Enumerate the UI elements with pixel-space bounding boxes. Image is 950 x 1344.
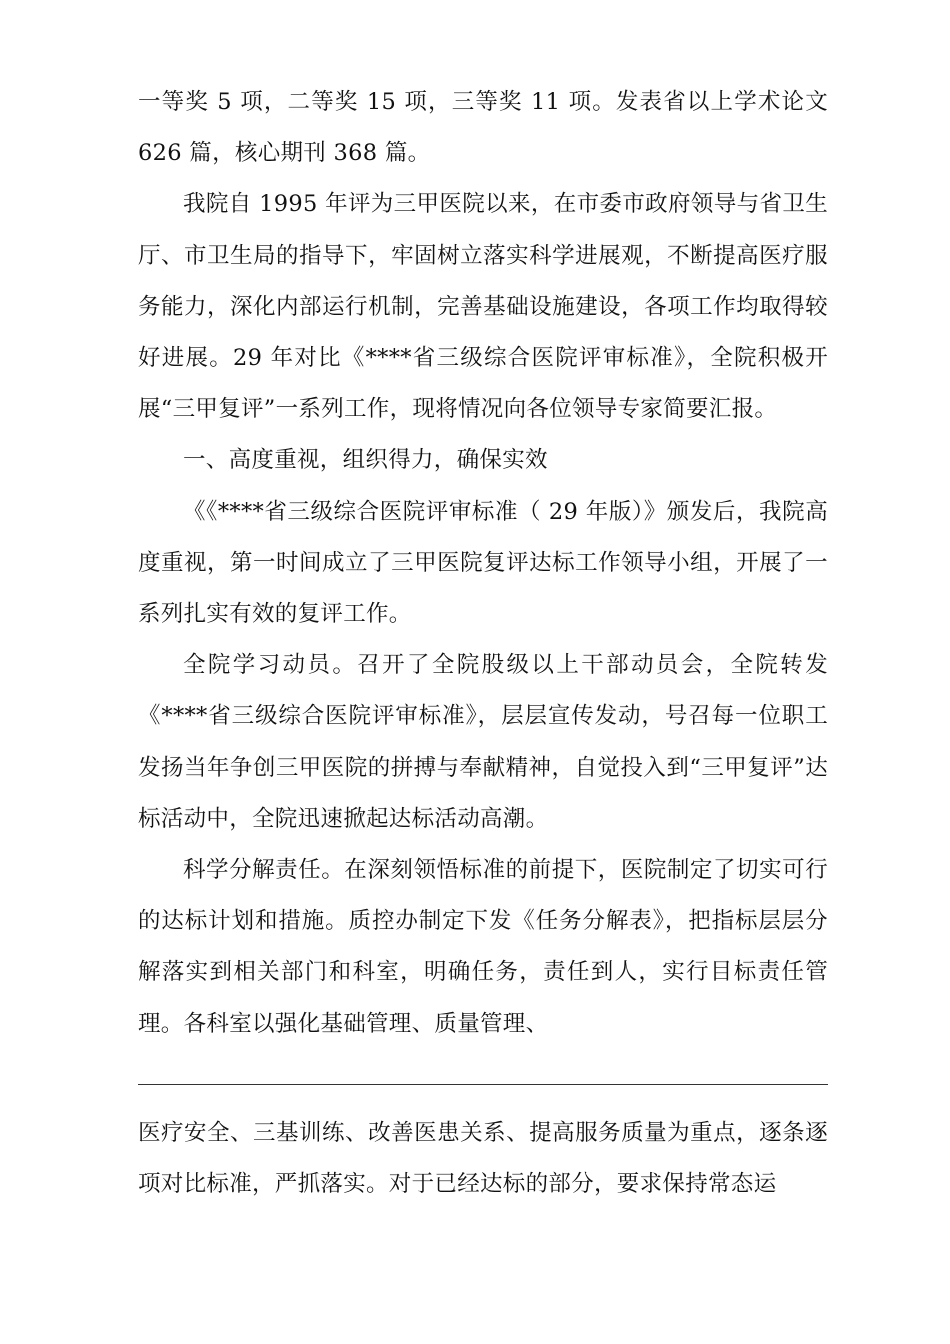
document-body [138, 77, 828, 1050]
paragraph-responsibility: 科学分解责任。在深刻领悟标准的前提下，医院制定了切实可行的达标计划和措施。质控办制定下发《任务分解表》，把指标层层分解落实到相关部门和科室，明确任务，责任到人，实行目标责任管理。各科室以强化基础管理、质量管理、 [138, 857, 828, 1037]
section-heading: 一、高度重视，组织得力，确保实效 [183, 447, 548, 474]
paragraph-standard-issued: 《《****省三级综合医院评审标准（ 29 年版）》颁发后，我院高度重视，第一时间成立了三甲医院复评达标工作领导小组，开展了一系列扎实有效的复评工作。 [138, 498, 828, 628]
document-continuation [138, 1108, 828, 1210]
paragraph-continuation: 医疗安全、三基训练、改善医患关系、提高服务质量为重点，逐条逐项对比标准，严抓落实。对于已经达标的部分，要求保持常态运 [138, 1120, 828, 1198]
paragraph-mobilization: 全院学习动员。召开了全院股级以上干部动员会，全院转发《****省三级综合医院评审标准》，层层宣传发动，号召每一位职工发扬当年争创三甲医院的拼搏与奉献精神，自觉投入到“三甲复评”达标活动中，全院迅速掀起达标活动高潮。 [138, 652, 828, 832]
paragraph-hospital-history: 我院自 1995 年评为三甲医院以来，在市委市政府领导与省卫生厅、市卫生局的指导下，牢固树立落实科学进展观，不断提高医疗服务能力，深化内部运行机制，完善基础设施建设，各项工作均取得较好进展。29 年对比《****省三级综合医院评审标准》，全院积极开展“三甲复评”一系列工作，现将情况向各位领导专家简要汇报。 [138, 191, 828, 423]
page-divider [138, 1084, 828, 1085]
paragraph-awards-papers: 一等奖 5 项，二等奖 15 项，三等奖 11 项。发表省以上学术论文 626 篇，核心期刊 368 篇。 [138, 89, 828, 167]
